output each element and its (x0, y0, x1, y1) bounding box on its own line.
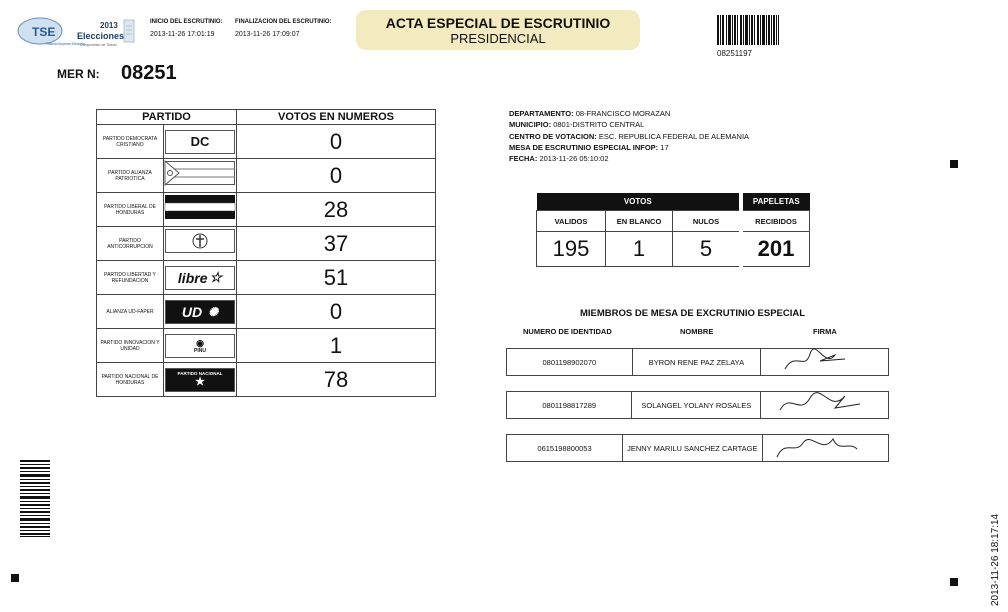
member-row (506, 391, 889, 419)
signature-scribble (765, 392, 875, 416)
star-icon: ★ (195, 376, 205, 388)
party-votes: 51 (237, 261, 436, 295)
anticorrupcion-party-logo (165, 229, 235, 253)
nacional-logo-text: PARTIDO NACIONAL (177, 371, 223, 376)
blanco-value: 1 (606, 232, 673, 267)
inicio-label: INICIO DEL ESCRUTINIO: (150, 19, 223, 25)
member-row (506, 434, 889, 462)
logo-elecciones-text: Elecciones (77, 31, 125, 41)
member-id: 0615198800053 (507, 435, 623, 462)
party-votes-table (96, 109, 436, 397)
party-votes: 0 (237, 125, 436, 159)
ud-logo-text: UD (181, 303, 203, 320)
table-row (97, 227, 436, 261)
document-title-box (356, 10, 640, 50)
party-name: PARTIDO LIBERTAD Y REFUNDACION (104, 271, 156, 284)
party-name: PARTIDO ALIANZA PATRIOTICA (108, 169, 152, 182)
col-votos: VOTOS EN NUMEROS (237, 110, 436, 125)
member-row (506, 348, 889, 376)
table-row (97, 295, 436, 329)
member-id: 0801198902070 (507, 349, 633, 376)
blanco-label: EN BLANCO (606, 211, 673, 232)
party-votes: 0 (237, 295, 436, 329)
fecha-label: FECHA: (509, 154, 538, 164)
party-votes: 1 (237, 329, 436, 363)
table-row (97, 125, 436, 159)
signature-scribble (765, 349, 875, 373)
party-votes: 28 (237, 193, 436, 227)
party-name: PARTIDO ANTICORRUPCION (107, 237, 153, 250)
recibidos-label: RECIBIDOS (741, 211, 810, 232)
barcode-top (717, 15, 779, 45)
star-icon: ☆ (209, 269, 223, 285)
libre-logo-text: libre (177, 269, 208, 286)
dc-party-logo: DC (165, 130, 235, 154)
tse-logo (16, 14, 85, 48)
liberal-party-flag-logo (165, 195, 235, 219)
signature (761, 392, 889, 419)
municipio-label: MUNICIPIO: (509, 120, 552, 130)
fecha-value: 2013-11-26 05:10:02 (539, 154, 609, 164)
pinu-logo-text: PINU (194, 347, 206, 354)
recibidos-value: 201 (741, 232, 810, 267)
table-row (97, 159, 436, 193)
table-row (97, 261, 436, 295)
registration-mark (950, 160, 958, 168)
party-name: ALIANZA UD-FAPER (106, 308, 154, 315)
party-name: PARTIDO LIBERAL DE HONDURAS (104, 203, 156, 216)
ud-party-logo (165, 300, 235, 324)
barcode-side (20, 460, 50, 538)
pinu-emblem-icon: ◉ (196, 337, 204, 348)
papeletas-header: PAPELETAS (741, 193, 810, 211)
votes-summary-table (536, 193, 810, 267)
departamento-label: DEPARTAMENTO: (509, 109, 574, 118)
table-row (97, 193, 436, 227)
centro-value: ESC. REPUBLICA FEDERAL DE ALEMANIA (598, 131, 750, 141)
signature-scribble (767, 435, 877, 459)
validos-value: 195 (537, 232, 606, 267)
document-title: ACTA ESPECIAL DE ESCRUTINIO (385, 15, 611, 31)
finalizacion-value: 2013-11-26 17:09:07 (235, 31, 300, 38)
libre-party-logo (165, 266, 235, 290)
scan-timestamp-text: 2013-11-26 18:17:14 (990, 513, 1001, 606)
location-info (509, 108, 749, 164)
table-row (97, 363, 436, 397)
member-name: BYRON RENE PAZ ZELAYA (632, 349, 760, 376)
departamento-value: 08-FRANCISCO MORAZAN (575, 109, 671, 118)
mesa-value: 17 (660, 142, 669, 152)
votos-header: VOTOS (537, 193, 742, 211)
mer-label: MER N: (57, 67, 100, 81)
col-nombre: NOMBRE (680, 327, 714, 336)
col-identidad: NUMERO DE IDENTIDAD (523, 327, 612, 336)
members-title: MIEMBROS DE MESA DE EXCRUTINIO ESPECIAL (580, 308, 806, 319)
nulos-label: NULOS (673, 211, 742, 232)
member-name: SOLANGEL YOLANY ROSALES (632, 392, 761, 419)
registration-mark (11, 574, 19, 582)
logo-year: 2013 (100, 21, 118, 30)
col-partido: PARTIDO (97, 110, 237, 125)
tse-logo-text: TSE (32, 25, 56, 39)
pinu-party-logo (165, 334, 235, 358)
party-votes: 0 (237, 159, 436, 193)
municipio-value: 0801-DISTRITO CENTRAL (553, 120, 645, 130)
col-firma: FIRMA (813, 327, 837, 336)
barcode-number: 08251197 (717, 49, 752, 58)
document-subtitle: PRESIDENCIAL (450, 31, 546, 46)
party-name: PARTIDO INNOVACION Y UNIDAD (100, 339, 160, 352)
nulos-value: 5 (673, 232, 742, 267)
centro-label: CENTRO DE VOTACION: (509, 131, 597, 141)
inicio-value: 2013-11-26 17:01:19 (150, 31, 215, 38)
partido-nacional-logo (165, 368, 235, 392)
tse-logo-subtext: Tribunal Supremo Electoral (46, 42, 85, 46)
party-name: PARTIDO NACIONAL DE HONDURAS (101, 373, 159, 386)
party-name: PARTIDO DEMOCRATA CRISTIANO (102, 135, 158, 148)
elecciones-2013-logo (76, 18, 146, 48)
scan-timestamp (990, 496, 1002, 606)
validos-label: VALIDOS (537, 211, 606, 232)
signature (761, 349, 889, 376)
party-votes: 37 (237, 227, 436, 261)
finalizacion-label: FINALIZACION DEL ESCRUTINIO: (235, 19, 332, 25)
member-name: JENNY MARILU SANCHEZ CARTAGE (623, 435, 762, 462)
registration-mark (950, 578, 958, 586)
mer-value: 08251 (121, 62, 177, 84)
mesa-label: MESA DE ESCRUTINIO ESPECIAL INFOP: (509, 142, 659, 152)
party-votes: 78 (237, 363, 436, 397)
member-id: 0801198817289 (507, 392, 632, 419)
table-row (97, 329, 436, 363)
signature (762, 435, 888, 462)
alianza-patriotica-flag-logo (165, 161, 235, 185)
sun-icon: ✺ (208, 304, 219, 319)
logo-slogan: Compromiso de Todos! (80, 43, 117, 47)
